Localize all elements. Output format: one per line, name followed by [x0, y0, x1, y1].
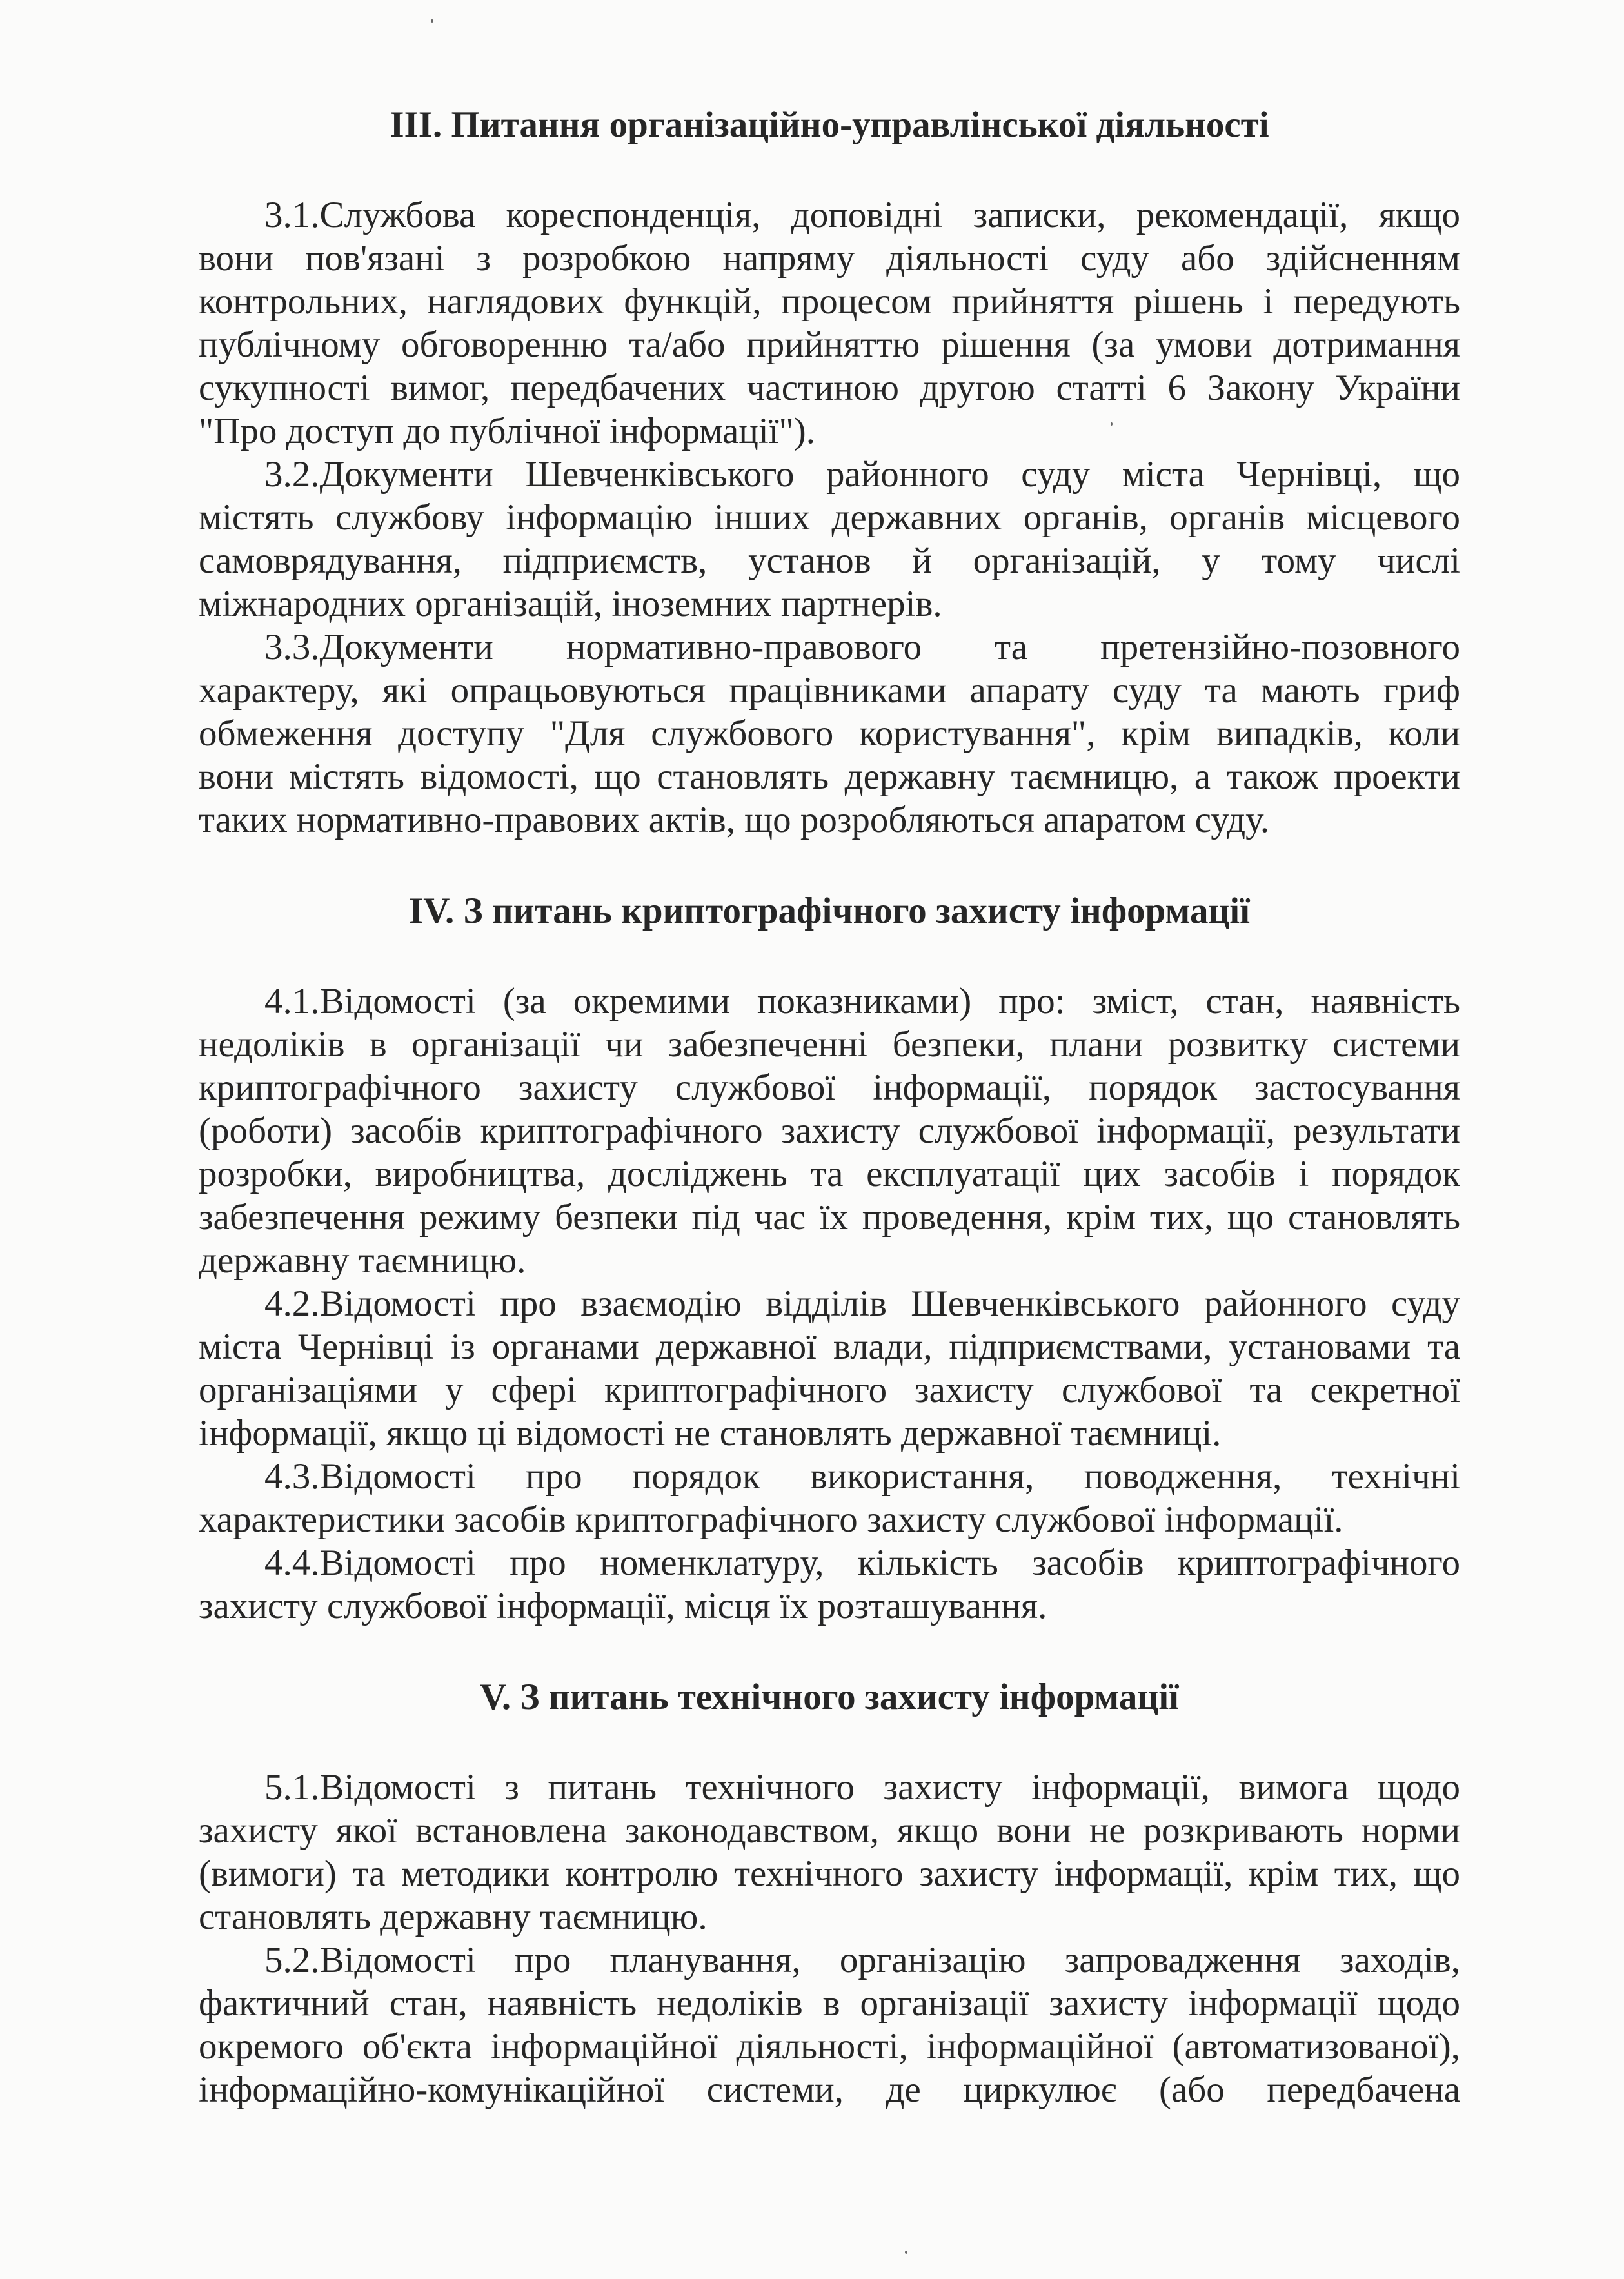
text-line: таких нормативно-правових актів, що розробляються апаратом суду. [199, 800, 1270, 840]
text-line: містять службову інформацію інших державних органів, органів місцевого [199, 497, 1460, 538]
text-line: окремого об'єкта інформаційної діяльності, інформаційної (автоматизованої), [199, 2026, 1460, 2067]
section-heading: V. З питань технічного захисту інформації [480, 1677, 1179, 1717]
text-line: фактичний стан, наявність недоліків в організації захисту інформації щодо [199, 1983, 1460, 2024]
text-line: забезпечення режиму безпеки під час їх проведення, крім тих, що становлять [199, 1197, 1460, 1238]
text-line: "Про доступ до публічної інформації"). [199, 411, 816, 451]
text-line: захисту якої встановлена законодавством, якщо вони не розкривають норми [199, 1810, 1460, 1851]
paragraph [199, 1282, 1460, 1455]
scan-speck [905, 2251, 907, 2254]
paragraph [199, 1541, 1460, 1628]
text-line: публічному обговоренню та/або прийняттю рішення (за умови дотримання [199, 324, 1460, 365]
scan-speck [431, 19, 433, 23]
text-line: 3.1.Службова кореспонденція, доповідні записки, рекомендації, якщо [264, 195, 1460, 235]
text-line: самоврядування, підприємств, установ й організацій, у тому числі [199, 540, 1460, 581]
text-line: сукупності вимог, передбачених частиною другою статті 6 Закону України [199, 368, 1460, 408]
text-line: 3.3.Документи нормативно-правового та претензійно-позовного [264, 627, 1460, 667]
paragraph [199, 1766, 1460, 1939]
paragraph [199, 626, 1460, 842]
text-line: 4.3.Відомості про порядок використання, поводження, технічні [264, 1456, 1460, 1497]
text-line: характеристики засобів криптографічного захисту службової інформації. [199, 1499, 1343, 1540]
text-line: 3.2.Документи Шевченківського районного суду міста Чернівці, що [264, 454, 1460, 495]
section-heading: III. Питання організаційно-управлінської діяльності [390, 104, 1269, 145]
text-line: інформаційно-комунікаційної системи, де циркулює (або передбачена [199, 2069, 1460, 2110]
text-line: 4.4.Відомості про номенклатуру, кількість засобів криптографічного [264, 1543, 1460, 1583]
text-line: становлять державну таємницю. [199, 1897, 708, 1937]
text-line: криптографічного захисту службової інформації, порядок застосування [199, 1067, 1460, 1108]
text-line: захисту службової інформації, місця їх розташування. [199, 1586, 1047, 1626]
text-line: інформації, якщо ці відомості не становлять державної таємниці. [199, 1413, 1222, 1454]
paragraph [199, 1939, 1460, 2111]
document-page [199, 103, 1460, 2111]
paragraph [199, 980, 1460, 1282]
text-line: вони містять відомості, що становлять державну таємницю, а також проекти [199, 756, 1460, 797]
paragraph [199, 1455, 1460, 1541]
text-line: 4.2.Відомості про взаємодію відділів Шевченківського районного суду [264, 1283, 1460, 1324]
text-line: (роботи) засобів криптографічного захисту службової інформації, результати [199, 1110, 1460, 1151]
text-line: міжнародних організацій, іноземних партнерів. [199, 584, 942, 624]
scan-speck [1111, 422, 1113, 426]
text-line: організаціями у сфері криптографічного захисту службової та секретної [199, 1370, 1460, 1410]
text-line: державну таємницю. [199, 1240, 526, 1281]
text-line: 5.1.Відомості з питань технічного захисту інформації, вимога щодо [264, 1767, 1460, 1808]
text-line: міста Чернівці із органами державної влади, підприємствами, установами та [199, 1327, 1460, 1367]
text-line: контрольних, наглядових функцій, процесом прийняття рішень і передують [199, 281, 1460, 322]
text-line: обмеження доступу "Для службового користування", крім випадків, коли [199, 713, 1460, 754]
paragraph [199, 453, 1460, 626]
text-line: недоліків в організації чи забезпеченні безпеки, плани розвитку системи [199, 1024, 1460, 1065]
paragraph [199, 193, 1460, 453]
text-line: вони пов'язані з розробкою напряму діяльності суду або здійсненням [199, 238, 1460, 279]
text-line: 4.1.Відомості (за окремими показниками) про: зміст, стан, наявність [264, 981, 1460, 1021]
text-line: 5.2.Відомості про планування, організацію запровадження заходів, [264, 1940, 1460, 1980]
text-line: (вимоги) та методики контролю технічного захисту інформації, крім тих, що [199, 1853, 1460, 1894]
text-line: розробки, виробництва, досліджень та експлуатації цих засобів і порядок [199, 1154, 1460, 1194]
section-heading: IV. З питань криптографічного захисту інформації [409, 891, 1250, 931]
text-line: характеру, які опрацьовуються працівниками апарату суду та мають гриф [199, 670, 1460, 711]
